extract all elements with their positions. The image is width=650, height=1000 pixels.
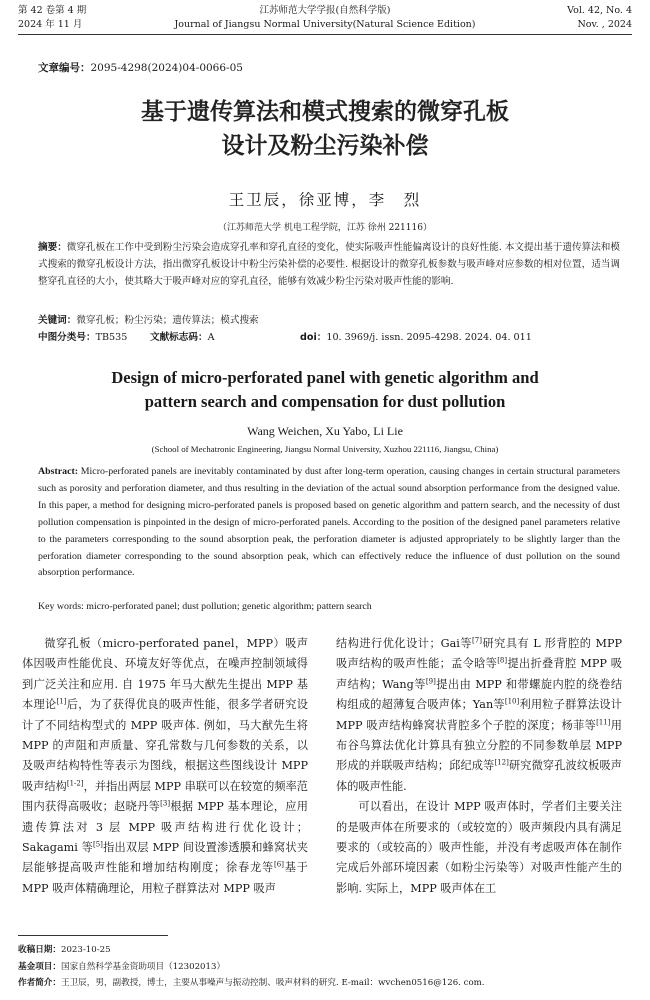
journal-name-en: Journal of Jiangsu Normal University(Natural Science Edition) [174,19,476,30]
en-keywords [38,599,620,615]
issue-date-en: Nov. , 2024 [577,19,632,30]
en-title-line-1: Design of micro-perforated panel with genetic algorithm and [111,368,539,387]
body-text: 提出由 MPP 和带螺旋内腔的绕卷结构组成的超薄复合吸声体；Yan等 [336,677,623,712]
en-authors: Wang Weichen, Xu Yabo, Li Lie [247,424,403,438]
en-keywords-text: micro-perforated panel; dust pollution; genetic algorithm; pattern search [86,601,372,612]
body-text: 微穿孔板（micro-perforated panel，MPP）吸声体因吸声性能优良、环境友好等优点，在噪声控制领域得到广泛关注和应用. 自 1975 年马大猷先生提出 MPP 基本理论 [22,637,308,712]
article-number-value: 2095-4298(2024)04-0066-05 [90,62,243,74]
cn-abstract-label: 摘要： [38,242,67,253]
received-value: 2023-10-25 [60,945,111,955]
en-abstract [38,464,620,582]
cn-affiliation: （江苏师范大学 机电工程学院，江苏 徐州 221116） [218,223,432,233]
cn-title [0,95,650,163]
en-affiliation: (School of Mechatronic Engineering, Jiangsu Normal University, Xuzhou 221116, Jiangsu, China) [151,444,499,454]
citation: [6] [274,860,284,869]
received-date [18,942,632,959]
cn-title-line-2: 设计及粉尘污染补偿 [221,133,429,159]
running-header [18,4,632,34]
body-text: 利用粒子群算法设计 MPP 吸声结构蜂窝状背腔多个子腔的深度；杨菲等 [336,698,622,732]
fund-label: 基金项目： [18,961,61,972]
en-title-line-2: pattern search and compensation for dust pollution [144,392,506,411]
cn-keywords-text: 微穿孔板；粉尘污染；遗传算法；模式搜索 [76,315,259,326]
author-bio [18,975,632,992]
citation: [3] [160,799,171,808]
citation: [7] [472,636,482,645]
journal-name-cn: 江苏师范大学学报(自然科学版) [259,5,391,16]
body-text: 后，为了获得优良的吸声性能，很多学者研究设计了不同结构型式的 MPP 吸声体. 例如，马大猷先生将 MPP 的声阻和声质量、穿孔常数与几何参数的关系，以及吸声结构特性等表示为图线，根据这些图线设计 MPP 吸声结构 [22,698,308,793]
body-text: 研究微穿孔波纹板吸声体的吸声性能. [336,759,622,793]
citation: [9] [425,677,436,686]
body-text: 根据 MPP 基本理论，应用遗传算法对 3 层 MPP 吸声结构进行优化设计；Sakagami 等 [22,800,308,855]
body-paragraph: 可以看出，在设计 MPP 吸声体时，学者们主要关注的是吸声体在所要求的（或较宽的）吸声频段内具有满足要求的（或较高的）吸声性能，并没有考虑吸声体在制作完成后外部环境因素（如粉尘污染等）对吸声性能产生的影响. 实际上，MPP 吸声体在工 [336,800,622,895]
footnotes [18,942,632,992]
clc-value: TB535 [95,332,128,343]
body-text: 提出折叠背腔 MPP 吸声结构；Wang等 [336,657,622,691]
issue-date: 2024 年 11 月 [18,19,83,30]
citation: [10] [504,697,520,706]
body-paragraph [22,634,308,899]
cn-abstract [38,240,620,290]
article-number [38,60,243,75]
author-bio-label: 作者简介： [18,978,61,988]
citation: [1] [56,697,67,706]
cn-keywords [38,313,620,329]
citation: [8] [497,656,508,665]
clc-number [38,330,127,346]
en-title [0,366,650,414]
citation: [5] [92,840,103,849]
body-column-left [22,634,308,899]
doi-label: doi： [300,332,327,343]
footnote-rule [18,935,168,936]
citation: [12] [494,758,509,767]
cn-title-line-1: 基于遗传算法和模式搜索的微穿孔板 [141,99,509,125]
citation: [1-2] [66,779,84,788]
author-bio-value: 王卫辰，男，副教授，博士，主要从事噪声与振动控制、吸声材料的研究. E-mail：wvchen0516@126. com. [60,978,485,988]
body-column-right [336,634,622,899]
article-number-label: 文章编号： [38,62,91,74]
body-text: 基于 MPP 吸声体精确理论，用粒子群算法对 MPP 吸声 [22,861,308,895]
volume-issue-en: Vol. 42, No. 4 [567,5,632,16]
document-code-value: A [207,332,215,343]
volume-issue: 第 42 卷第 4 期 [18,5,87,16]
document-code-label: 文献标志码： [150,332,208,343]
cn-authors: 王卫辰，徐亚博，李 烈 [228,191,422,209]
header-center [18,4,632,32]
body-text: ，并指出两层 MPP 串联可以在较宽的频率范围内获得高吸收；赵晓丹等 [22,779,308,814]
document-code [150,330,215,346]
fund-info [18,959,632,976]
header-rule [18,34,632,35]
body-paragraph [336,634,622,797]
body-text: 结构进行优化设计；Gai等 [336,637,473,650]
doi-value: 10. 3969/j. issn. 2095-4298. 2024. 04. 011 [326,332,532,343]
fund-value: 国家自然科学基金资助项目（12302013） [60,961,226,972]
body-text: 指出双层 MPP 间设置渗透膜和蜂窝状夹层能够提高吸声性能和增加结构刚度；徐春龙等 [22,841,309,875]
header-right [567,4,632,32]
cn-abstract-text: 微穿孔板在工作中受到粉尘污染会造成穿孔率和穿孔直径的变化，使实际吸声性能偏离设计的良好性能. 本文提出基于遗传算法和模式搜索的微穿孔板设计方法，指出微穿孔板设计中粉尘污染补偿的必要性. 根据设计的微穿孔板参数与吸声峰对应参数的相对位置，适当调整穿孔直径的大小，使其略大于吸声峰对应的穿孔直径，能够有效减少粉尘污染对吸声性能的影响. [38,242,620,287]
cn-keywords-label: 关键词： [38,315,77,326]
clc-label: 中图分类号： [38,332,96,343]
en-abstract-text: Micro-perforated panels are inevitably contaminated by dust after long-term operation, causing changes in certain structural parameters such as porosity and perforation diameter, and thus resulting in the deviation of the actual sound absorption performance from the designed value. In this paper, a method for designing micro-perforated panels is proposed based on genetic algorithm and pattern search, and the necessity of dust pollution compensation is pinpointed in the design of micro-perforated panels. According to the position of the designed panel parameters relative to the parameters corresponding to the sound absorption peak, the perforation diameter is adjusted appropriately to be slightly larger than the perforation diameter corresponding to the sound absorption peak, which can effectively reduce the influence of dust pollution on the sound absorption performance. [38,466,620,579]
citation: [11] [596,717,611,726]
en-keywords-label: Key words: [38,601,84,612]
en-abstract-label: Abstract: [38,466,79,477]
body-text: 研究具有 L 形背腔的 MPP 吸声结构的吸声性能；孟令晗等 [336,637,623,671]
doi [300,330,532,346]
body-text: 用布谷鸟算法优化计算具有独立分腔的不同参数单层 MPP 形成的并联吸声结构；邱纪成等 [336,718,622,773]
received-label: 收稿日期： [18,945,61,955]
